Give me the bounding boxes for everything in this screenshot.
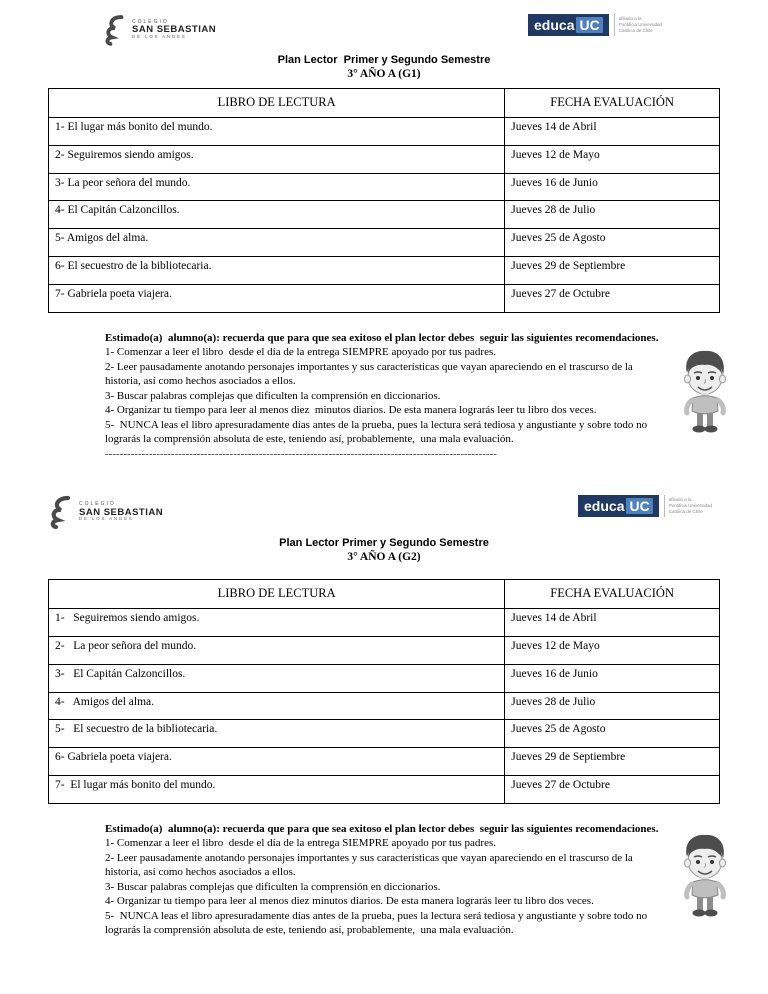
date-cell: Jueves 12 de Mayo (505, 637, 720, 665)
date-cell: Jueves 16 de Junio (505, 173, 720, 201)
date-cell: Jueves 28 de Julio (505, 692, 720, 720)
date-cell: Jueves 16 de Junio (505, 664, 720, 692)
affiliation-line: Católica de Chile (618, 28, 653, 34)
affiliation-line: Pontificia Universidad (618, 21, 662, 27)
book-cell: 2- La peor señora del mundo. (49, 637, 505, 665)
school-sub: DE LOS ANDES (132, 34, 187, 40)
recommendation-item: 2- Leer pausadamente anotando personajes importantes y sus características que vayan apareciendo en el trascurso de la historia, así como hechos asociados a ellos. (105, 360, 636, 388)
table-header-row (49, 89, 720, 118)
recommendation-item: 4- Organizar tu tiempo para leer al menos diez minutos diarios. De esta manera lograrás leer tu libro dos veces. (105, 404, 597, 417)
table-row (49, 720, 720, 748)
recommendation-item: 3- Buscar palabras complejas que dificulten la comprensión en diccionarios. (105, 880, 441, 893)
book-cell: 6- El secuestro de la bibliotecaria. (49, 256, 505, 284)
column-header-libro: LIBRO DE LECTURA (49, 580, 505, 609)
plan-subtitle-g2: 3° AÑO A (G2) (347, 551, 421, 564)
educauc-wordmark (528, 14, 609, 36)
table-row (49, 284, 720, 312)
date-cell: Jueves 25 de Agosto (505, 229, 720, 257)
recommendations-text (105, 822, 663, 938)
book-cell: 1- El lugar más bonito del mundo. (49, 118, 505, 146)
book-cell: 3- El Capitán Calzoncillos. (49, 664, 505, 692)
plan-subtitle-g1: 3° AÑO A (G1) (347, 68, 421, 80)
book-cell: 7- Gabriela poeta viajera. (49, 284, 505, 312)
plan-title-g2: Plan Lector Primer y Segundo Semestre (279, 537, 489, 550)
affiliation-line: afiliado a la (668, 496, 692, 502)
educauc-logo (528, 14, 662, 36)
table-row (49, 201, 720, 229)
table-row (49, 256, 720, 284)
affiliation-line: afiliado a la (618, 15, 642, 21)
boy-clipart (681, 349, 729, 443)
san-sebastian-logo (103, 14, 216, 46)
table-header-row (49, 580, 720, 609)
san-sebastian-swirl-icon (103, 14, 127, 46)
header-logos-g2 (0, 475, 768, 529)
san-sebastian-wordmark (79, 502, 163, 522)
plan-title-g1: Plan Lector Primer y Segundo Semestre (277, 54, 491, 66)
recommendation-item: 1- Comenzar a leer el libro desde el día de la entrega SIEMPRE apoyado por tus padres. (105, 346, 496, 359)
affiliation-line: Católica de Chile (668, 509, 703, 515)
section-g1 (0, 0, 768, 461)
book-cell: 6- Gabriela poeta viajera. (49, 748, 505, 776)
date-cell: Jueves 28 de Julio (505, 201, 720, 229)
reading-plan-table-g1 (48, 88, 720, 313)
recommendation-item: 4- Organizar tu tiempo para leer al menos diez minutos diarios. De esta manera lograrás leer tu libro dos veces. (105, 895, 594, 908)
educa-text: educa (534, 17, 575, 33)
educauc-affiliation (614, 14, 662, 36)
table-row (49, 229, 720, 257)
colegio-label: COLEGIO (132, 19, 169, 26)
book-cell: 5- El secuestro de la bibliotecaria. (49, 720, 505, 748)
dashed-divider: ----------------------------------------------------------------------------------------------------------- (105, 447, 497, 460)
recommendations-block-g1 (105, 331, 738, 462)
book-cell: 1- Seguiremos siendo amigos. (49, 609, 505, 637)
table-row (49, 609, 720, 637)
recommendation-item: 5- NUNCA leas el libro apresuradamente días antes de la prueba, pues la lectura será tediosa y angustiante y sobre todo no lograrás la comprensión absoluta de este, teniendo así, probablemente, una mala evaluación. (105, 909, 650, 937)
section-g2 (0, 475, 768, 938)
recommendations-text (105, 331, 663, 462)
educa-text: educa (584, 498, 625, 515)
date-cell: Jueves 29 de Septiembre (505, 748, 720, 776)
table-row (49, 692, 720, 720)
table-row (49, 118, 720, 146)
san-sebastian-wordmark (132, 20, 216, 40)
column-header-fecha: FECHA EVALUACIÓN (505, 89, 720, 118)
reading-plan-table-g2 (48, 579, 720, 804)
uc-badge: UC (626, 498, 652, 514)
date-cell: Jueves 14 de Abril (505, 609, 720, 637)
recommendation-item: 3- Buscar palabras complejas que dificulten la comprensión en diccionarios. (105, 389, 441, 402)
table-row (49, 637, 720, 665)
book-cell: 7- El lugar más bonito del mundo. (49, 776, 505, 804)
boy-clipart (681, 833, 729, 927)
san-sebastian-logo (48, 495, 163, 529)
table-row (49, 145, 720, 173)
recommendation-item: 5- NUNCA leas el libro apresuradamente días antes de la prueba, pues la lectura será tediosa y angustiante y sobre todo no lograrás la comprensión absoluta de este, teniendo así, probablemente, una mala evaluación. (105, 418, 650, 446)
educauc-wordmark (578, 495, 659, 517)
header-logos-g1 (0, 0, 768, 46)
school-sub: DE LOS ANDES (79, 516, 134, 522)
date-cell: Jueves 29 de Septiembre (505, 256, 720, 284)
table-row (49, 664, 720, 692)
recommendation-item: 1- Comenzar a leer el libro desde el día de la entrega SIEMPRE apoyado por tus padres. (105, 837, 496, 850)
table-row (49, 776, 720, 804)
book-cell: 3- La peor señora del mundo. (49, 173, 505, 201)
table-row (49, 173, 720, 201)
column-header-libro: LIBRO DE LECTURA (49, 89, 505, 118)
date-cell: Jueves 27 de Octubre (505, 284, 720, 312)
affiliation-line: Pontificia Universidad (668, 503, 712, 509)
recommendations-intro: Estimado(a) alumno(a): recuerda que para que sea exitoso el plan lector debes seguir las siguientes recomendaciones. (105, 331, 659, 344)
school-name: SAN SEBASTIAN (132, 24, 217, 36)
colegio-label: COLEGIO (79, 501, 116, 508)
school-name: SAN SEBASTIAN (79, 506, 164, 518)
table-row (49, 748, 720, 776)
date-cell: Jueves 12 de Mayo (505, 145, 720, 173)
book-cell: 4- Amigos del alma. (49, 692, 505, 720)
educauc-affiliation (664, 495, 712, 517)
recommendations-intro: Estimado(a) alumno(a): recuerda que para que sea exitoso el plan lector debes seguir las siguientes recomendaciones. (105, 822, 659, 835)
column-header-fecha: FECHA EVALUACIÓN (505, 580, 720, 609)
recommendation-item: 2- Leer pausadamente anotando personajes importantes y sus características que vayan apareciendo en el trascurso de la historia, así como hechos asociados a ellos. (105, 851, 636, 879)
date-cell: Jueves 14 de Abril (505, 118, 720, 146)
recommendations-block-g2 (105, 822, 738, 938)
educauc-logo (578, 495, 712, 517)
book-cell: 4- El Capitán Calzoncillos. (49, 201, 505, 229)
date-cell: Jueves 25 de Agosto (505, 720, 720, 748)
book-cell: 2- Seguiremos siendo amigos. (49, 145, 505, 173)
date-cell: Jueves 27 de Octubre (505, 776, 720, 804)
book-cell: 5- Amigos del alma. (49, 229, 505, 257)
uc-badge: UC (576, 17, 602, 33)
san-sebastian-swirl-icon (48, 495, 74, 529)
